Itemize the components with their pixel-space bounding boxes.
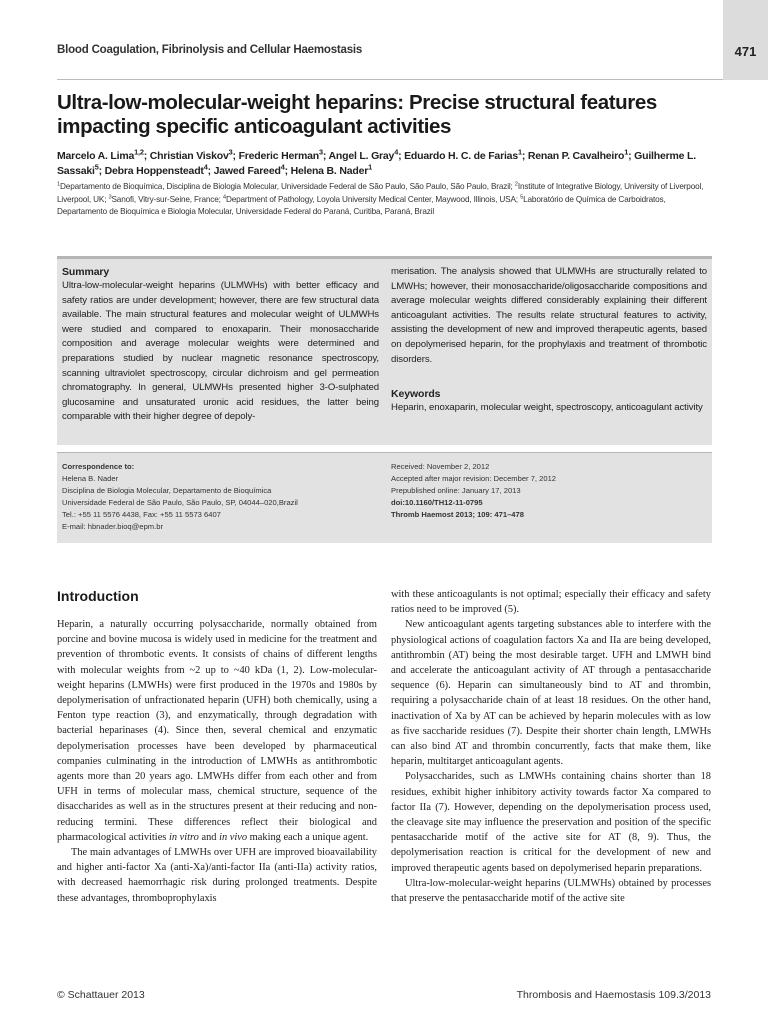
author-affiliation-mark: 4 <box>280 162 285 172</box>
body-paragraph: Ultra-low-molecular-weight heparins (ULMWHs) obtained by processes that preserve the pentasaccharide motif of the active site <box>391 877 711 905</box>
keywords-text: Heparin, enoxaparin, molecular weight, spectroscopy, anticoagulant activity <box>391 402 703 414</box>
page-number-tab <box>723 0 768 80</box>
author-name: Christian Viskov <box>149 150 229 162</box>
footer-copyright: © Schattauer 2013 <box>57 989 145 1001</box>
body-paragraph: with these anticoagulants is not optimal; especially their efficacy and safety ratios need to be improved (5). <box>391 589 711 616</box>
author-affiliation-mark: 1,2 <box>134 147 144 157</box>
author-name: Renan P. Cavalheiro <box>527 150 625 162</box>
author-affiliation-mark: 5 <box>94 162 99 172</box>
affiliation-text: Institute of Integrative Biology, University of Liverpool, Liverpool, UK; <box>57 182 704 204</box>
summary-heading: Summary <box>62 266 110 278</box>
correspondence-email: E-mail: hbnader.bioq@epm.br <box>62 522 163 531</box>
author-affiliation-mark: 1 <box>624 147 629 157</box>
body-paragraph: The main advantages of LMWHs over UFH are improved bioavailability and higher anti-factor Xa (anti-Xa)/anti-factor IIa (anti-IIa) activity ratios, with decreased haemorrhagic risk during prolonged treatments. Despite these advantages, thromboprophylaxis <box>57 847 377 904</box>
body-column-right <box>391 587 711 906</box>
author-name: Debra Hoppensteadt <box>104 165 204 177</box>
citation: Thromb Haemost 2013; 109: 471–478 <box>391 510 524 519</box>
summary-column-right <box>391 265 707 416</box>
author-affiliation-mark: 3 <box>228 147 233 157</box>
body-column-left <box>57 617 377 906</box>
running-header <box>0 0 768 80</box>
body-paragraph: Heparin, a naturally occurring polysaccharide, normally obtained from porcine and bovine mucosa is widely used in medicine for the treatment and prevention of thrombotic events. It consists of chains of different lengths with molecular weights from ~2 up to ~40 kDa (1, 2). Low-molecular-weight heparins (LMWHs) were first produced in the 1970s and 1980s by depolymerisation of unfractionated heparin (UFH) both chemically, using a Fenton type reaction (3), and enzymatically, through degradation with bacterial heparinases (4). Since then, several chemical and enzymatic depolymerisation processes have been developed by pharmaceutical companies culminating in the introduction of LMWHs as antithrombotic agents more than 20 years ago. LMWHs differ from each other and from UFH in terms of molecular mass, chemical structure, sequence of the disaccharides as well as in the structures present at their reducing and non-reducing termini. These differences reflect their biological and pharmacological activities in vitro and in vivo making each a unique agent. <box>57 619 377 843</box>
keywords-heading: Keywords <box>391 388 441 401</box>
prepublished-date: Prepublished online: January 17, 2013 <box>391 486 521 495</box>
summary-box <box>57 256 712 445</box>
footer-journal-issue: Thrombosis and Haemostasis 109.3/2013 <box>516 989 711 1001</box>
author-affiliation-mark: 4 <box>394 147 399 157</box>
affiliation-text: Sanofi, Vitry-sur-Seine, France; <box>111 194 223 204</box>
author-name: Angel L. Gray <box>328 150 395 162</box>
author-name: Guilherme L. Sassaki <box>57 150 696 177</box>
author-affiliation-mark: 1 <box>517 147 522 157</box>
correspondence-line: Disciplina de Biologia Molecular, Departamento de Bioquímica <box>62 486 272 495</box>
author-affiliation-mark: 1 <box>368 162 373 172</box>
received-date: Received: November 2, 2012 <box>391 462 490 471</box>
body-paragraph: New anticoagulant agents targeting substances able to interfere with the physiological actions of coagulation factors Xa and IIa are being developed, antithrombin (AT) being the most desirable target. UFH and LMWH bind and accelerate the anticoagulant activity of AT through a pentasaccharide sequence (6). Heparin can simultaneously bind to AT and thrombin, requiring a polysaccharide chain of at least 18 residues. On the other hand, inactivation of Xa by AT can be achieved by heparin molecules with as low as five saccharide residues (7). Despite their shorter chain length, LMWHs can also bind AT and thrombin concurrently, facts that make them, like heparin, multitarget anticoagulant agents. <box>391 619 711 768</box>
correspondence-heading: Correspondence to: <box>62 462 135 471</box>
author-name: Frederic Herman <box>238 150 320 162</box>
affiliation-number: 4 <box>222 193 226 200</box>
correspondence-line: Tel.: +55 11 5576 4438, Fax: +55 11 5573 6407 <box>62 510 221 519</box>
affiliation-text: Laboratório de Química de Carboidratos, Departamento de Bioquímica e Biologia Molecular, Universidade Federal do Paraná, Curitiba, Paraná, Brazil <box>57 194 666 216</box>
affiliation-number: 2 <box>514 181 518 188</box>
correspondence-block <box>62 461 379 533</box>
article-title: Ultra-low-molecular-weight heparins: Precise structural features impacting specific anticoagulant activities <box>57 91 657 138</box>
affiliation-text: Department of Pathology, Loyola University Medical Center, Maywood, Illinois, USA; <box>225 194 521 204</box>
publication-info-block <box>391 461 707 521</box>
correspondence-line: Helena B. Nader <box>62 474 119 483</box>
affiliation-text: Departamento de Bioquímica, Disciplina de Biologia Molecular, Universidade Federal de São Paulo, São Paulo, São Paulo, Brazil; <box>60 182 515 191</box>
accepted-date: Accepted after major revision: December 7, 2012 <box>391 474 557 483</box>
journal-section-title: Blood Coagulation, Fibrinolysis and Cellular Haemostasis <box>57 44 363 56</box>
affiliation-number: 1 <box>57 181 61 188</box>
author-list: Marcelo A. Lima$^{1,2}$; Christian Viskov$^3$; Frederic Herman$^3$; Angel L. Gray$^4$; Eduardo H. C. de Farias$^1$; Renan P. Cavalheiro$^1$; Guilherme L. Sassaki$^5$; Debra Hoppensteadt$^4$; Jawed Fareed$^4$; Helena B. Nader$^1$ <box>57 147 696 177</box>
author-name: Eduardo H. C. de Farias <box>404 150 518 162</box>
author-name: Jawed Fareed <box>213 165 281 177</box>
affiliation-number: 5 <box>520 193 524 200</box>
author-affiliation-mark: 4 <box>203 162 208 172</box>
author-name: Marcelo A. Lima <box>57 150 135 162</box>
summary-column-left <box>62 265 379 425</box>
introduction-heading: Introduction <box>57 588 139 604</box>
affiliations <box>57 181 717 219</box>
author-name: Helena B. Nader <box>290 165 369 177</box>
summary-text-right: merisation. The analysis showed that ULMWHs are structurally related to LMWHs; however, their monosaccharide/oligosaccharide compositions and average molecular weights differed considerably explaining their different anticoagulant activities. The results relate structural features to activity, assisting the development of new and improved therapeutic agents, based on depolymerised heparin, for the prophylaxis and treatment of thrombotic disorders. <box>391 266 707 365</box>
correspondence-box <box>57 452 712 543</box>
affiliation-number: 3 <box>108 193 112 200</box>
summary-text-left: Ultra-low-molecular-weight heparins (ULMWHs) with better efficacy and safety ratios are under development; however, there are few structural data available. The main structural features and molecular weight of ULMWHs were studied and compared to enoxaparin. Their monosaccharide composition and average molecular weights were determined and preparations studied by nuclear magnetic resonance spectroscopy, scanning ultraviolet spectroscopy, circular dichroism and gel permeation chromatography. In general, ULMWHs presented higher 3-O-sulphated glucosamine and unsaturated uronic acid residues, the latter being comparable with their higher degree of depoly- <box>62 280 379 423</box>
page-number: 471 <box>734 44 757 59</box>
doi: doi:10.1160/TH12-11-0795 <box>391 498 483 507</box>
author-affiliation-mark: 3 <box>319 147 323 157</box>
header-divider <box>57 79 723 80</box>
body-paragraph: Polysaccharides, such as LMWHs containing chains shorter than 18 residues, exhibit higher inhibitory activity towards factor Xa compared to factor IIa (7). However, depending on the depolymerisation process used, the cleavage site may influence the preservation and position of the specific pentasaccharide motif of the active site for AT (8, 9). Thus, the depolymerisation reaction is critical for the development of new and improved therapeutic agents based on depolymerised heparin preparations. <box>391 771 711 874</box>
correspondence-line: Universidade Federal de São Paulo, São Paulo, SP, 04044–020,Brazil <box>62 498 298 507</box>
